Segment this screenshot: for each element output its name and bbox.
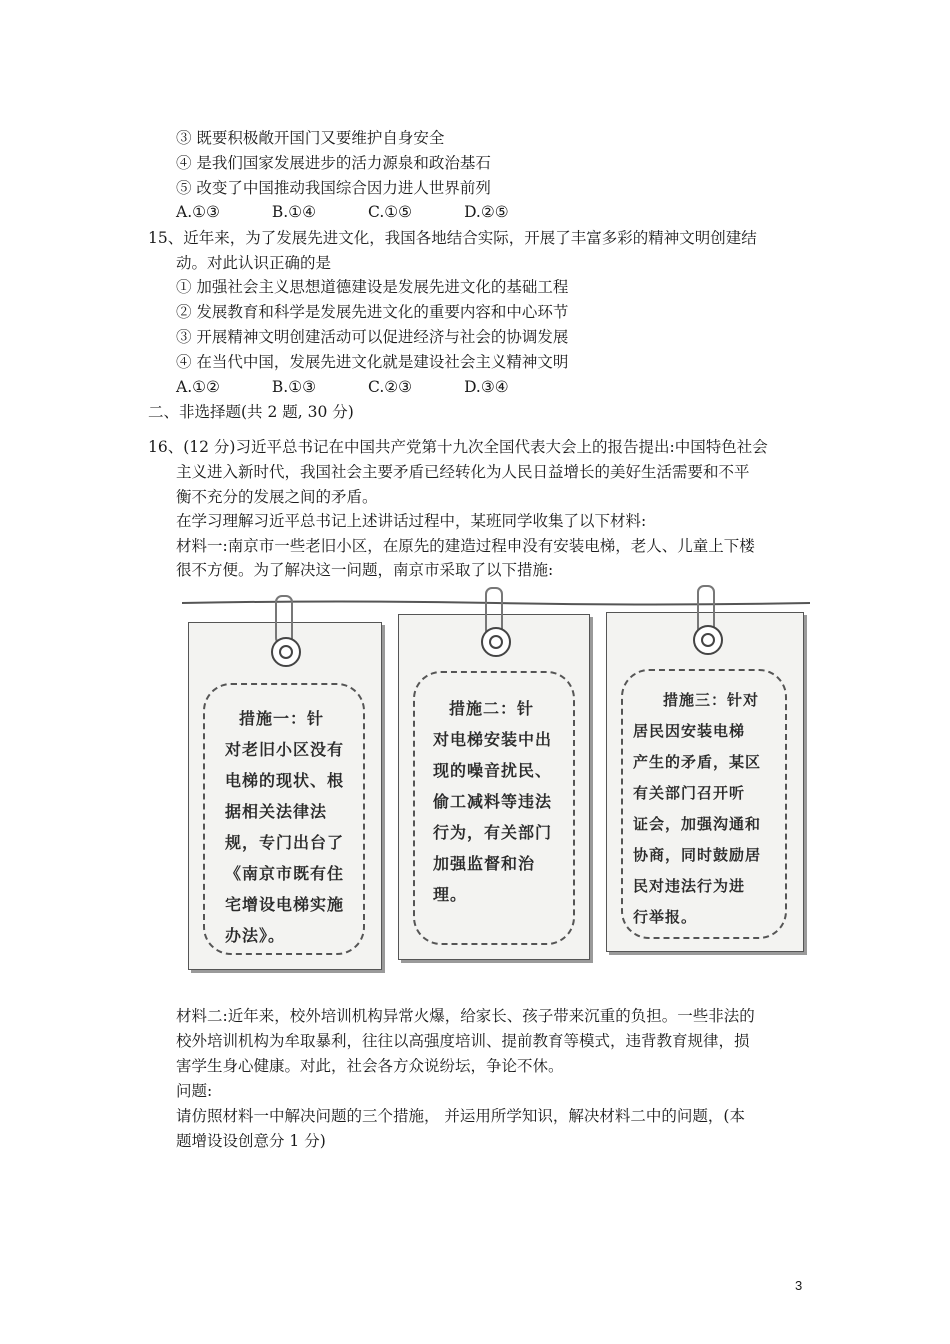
measure-card-3 <box>606 612 804 952</box>
card-line: 居民因安装电梯 <box>633 722 746 740</box>
card-line: 措施一：针 <box>239 709 325 728</box>
card-line: 措施三：针对 <box>663 691 760 709</box>
q14-item-3: ③ 既要积极敞开国门又要维护自身安全 <box>176 129 445 147</box>
card-line: 对电梯安装中出 <box>433 730 553 749</box>
card-line: 有关部门召开听 <box>633 784 746 802</box>
measure-card-3-text <box>633 685 761 933</box>
card-line: 措施二：针 <box>449 699 535 718</box>
card-line: 行举报。 <box>633 908 698 926</box>
card-line: 偷工减料等违法 <box>433 792 553 811</box>
material-2-line-2: 校外培训机构为牟取暴利，往往以高强度培训、提前教育等模式，违背教育规律，损 <box>176 1032 750 1050</box>
material-1-line-1: 材料一:南京市一些老旧小区，在原先的建造过程申没有安装电梯，老人、儿童上下楼 <box>176 537 755 555</box>
measure-card-2 <box>398 614 590 960</box>
page-number: 3 <box>795 1278 803 1293</box>
question-line-2: 题增设设创意分 1 分) <box>176 1132 326 1150</box>
q15-option-b: B.①③ <box>271 378 317 396</box>
q15-stem-line-1: 15、近年来，为了发展先进文化，我国各地结合实际，开展了丰富多彩的精神文明创建结 <box>148 229 757 247</box>
card-line: 对老旧小区没有 <box>225 740 345 759</box>
q15-item-1: ① 加强社会主义思想道德建设是发展先进文化的基础工程 <box>176 278 569 296</box>
q16-stem-line-1: 16、(12 分)习近平总书记在中国共产党第十九次全国代表大会上的报告提出:中国特色社会 <box>148 438 768 456</box>
card-line: 行为，有关部门 <box>433 823 553 842</box>
material-2-line-3: 害学生身心健康。对此，社会各方众说纷坛，争论不休。 <box>176 1057 564 1075</box>
card-line: 加强监督和治 <box>433 854 536 873</box>
q15-item-3: ③ 开展精神文明创建活动可以促进经济与社会的协调发展 <box>176 328 569 346</box>
section-heading: 二、非选择题(共 2 题, 30 分) <box>148 403 354 421</box>
q15-options <box>176 377 561 397</box>
card-line: 理。 <box>433 885 468 904</box>
ring-icon <box>693 625 723 655</box>
q15-option-a: A.①② <box>176 378 220 396</box>
q14-options <box>176 202 561 222</box>
card-line: 证会，加强沟通和 <box>633 815 762 833</box>
q14-item-5: ⑤ 改变了中国推动我国综合因力进人世界前列 <box>176 179 491 197</box>
q15-option-c: C.②③ <box>368 378 413 396</box>
q14-option-d: D.②⑤ <box>464 203 509 221</box>
material-2-line-1: 材料二:近年来，校外培训机构异常火爆，给家长、孩子带来沉重的负担。一些非法的 <box>176 1007 755 1025</box>
q16-stem-line-2: 主义进入新时代，我国社会主要矛盾已经转化为人民日益增长的美好生活需要和不平 <box>176 463 750 481</box>
q14-option-b: B.①④ <box>271 203 317 221</box>
material-1-line-2: 很不方便。为了解决这一问题，南京市采取了以下措施: <box>176 561 554 579</box>
q15-stem-line-2: 动。对此认识正确的是 <box>176 254 332 272</box>
ring-icon <box>481 627 511 657</box>
q14-item-4: ④ 是我们国家发展进步的活力源泉和政治基石 <box>176 154 491 172</box>
measures-illustration <box>178 582 812 980</box>
question-line-1: 请仿照材料一中解决问题的三个措施， 并运用所学知识，解决材料二中的问题，(本 <box>176 1107 745 1125</box>
measure-card-1-text <box>225 703 344 951</box>
measure-card-1 <box>188 622 382 970</box>
card-line: 电梯的现状、根 <box>225 771 345 790</box>
card-line: 产生的矛盾，某区 <box>633 753 762 771</box>
q15-option-d: D.③④ <box>464 378 509 396</box>
q15-item-4: ④ 在当代中国，发展先进文化就是建设社会主义精神文明 <box>176 353 569 371</box>
card-line: 民对违法行为进 <box>633 877 746 895</box>
q16-stem-line-3: 衡不充分的发展之间的矛盾。 <box>176 488 378 506</box>
q14-option-c: C.①⑤ <box>368 203 413 221</box>
measure-card-2-text <box>433 693 552 910</box>
card-line: 规，专门出台了 <box>225 833 345 852</box>
card-line: 现的噪音扰民、 <box>433 761 553 780</box>
q16-intro: 在学习理解习近平总书记上述讲话过程中，某班同学收集了以下材料: <box>176 512 647 530</box>
card-line: 《南京市既有住 <box>225 864 345 883</box>
ring-icon <box>271 637 301 667</box>
q15-item-2: ② 发展教育和科学是发展先进文化的重要内容和中心环节 <box>176 303 569 321</box>
card-line: 据相关法律法 <box>225 802 328 821</box>
q14-option-a: A.①③ <box>176 203 220 221</box>
question-label: 问题: <box>176 1082 213 1100</box>
card-line: 协商，同时鼓励居 <box>633 846 762 864</box>
card-line: 办法》。 <box>225 926 286 945</box>
card-line: 宅增设电梯实施 <box>225 895 345 914</box>
